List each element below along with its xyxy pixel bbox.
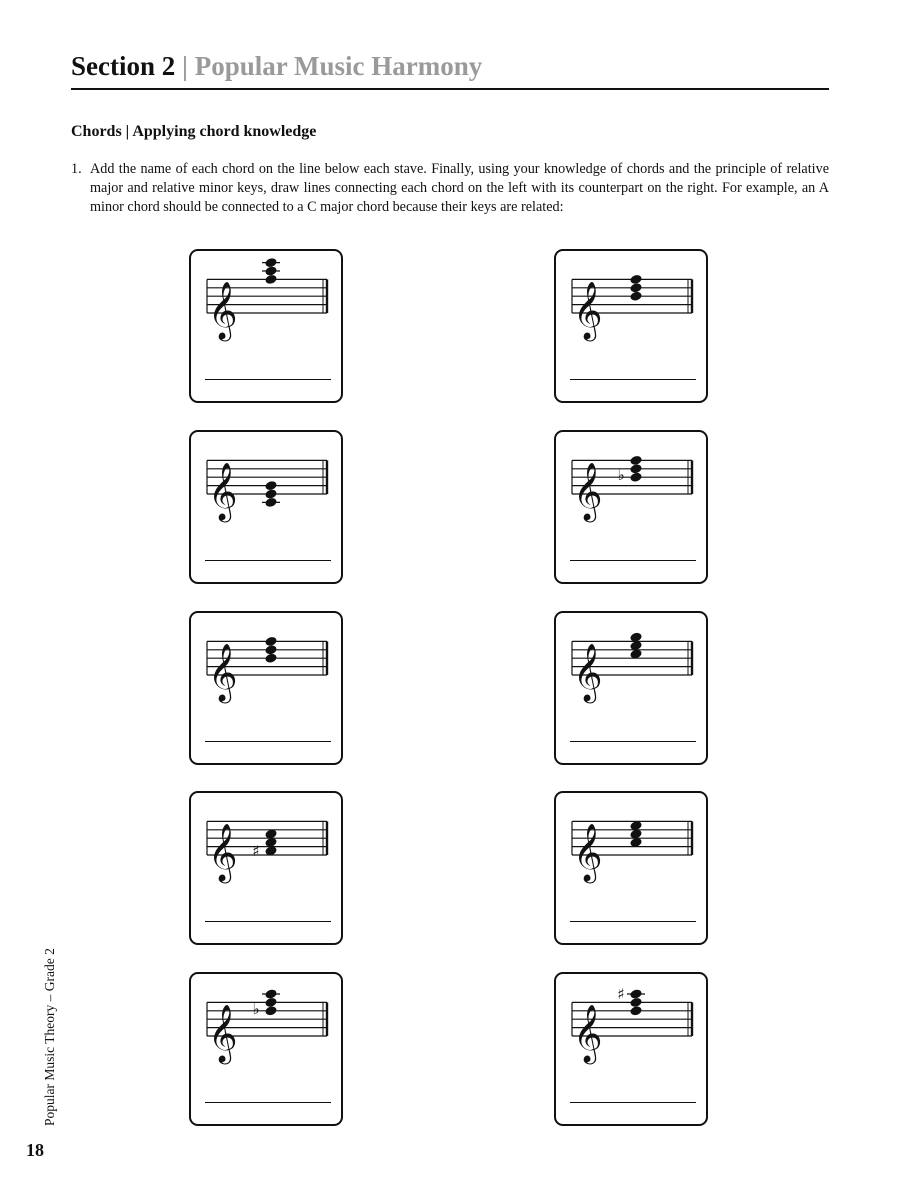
treble-clef-icon: 𝄞: [208, 462, 238, 520]
stave: [191, 613, 345, 767]
notehead: [629, 463, 642, 474]
treble-clef-icon: 𝄞: [573, 1004, 603, 1062]
section-label: Section 2: [71, 51, 176, 81]
page-number: 18: [26, 1140, 44, 1160]
notehead: [264, 480, 277, 491]
chord-card-left-1: [189, 249, 343, 403]
answer-line[interactable]: [570, 1102, 696, 1103]
notehead: [629, 291, 642, 302]
chord-card-right-1: [554, 249, 708, 403]
notehead: [264, 636, 277, 647]
section-title: [71, 50, 829, 82]
treble-clef-icon: 𝄞: [208, 823, 238, 881]
answer-line[interactable]: [570, 379, 696, 380]
notehead: [629, 997, 642, 1008]
chord-card-right-5: [554, 972, 708, 1126]
stave: [556, 974, 710, 1128]
treble-clef-icon: 𝄞: [573, 643, 603, 701]
sharp-icon: ♯: [252, 841, 260, 860]
treble-clef-icon: 𝄞: [573, 281, 603, 339]
chord-card-right-4: [554, 791, 708, 945]
title-separator: |: [182, 51, 188, 81]
answer-line[interactable]: [205, 1102, 331, 1103]
notehead: [264, 488, 277, 499]
instruction: [71, 160, 829, 217]
chord-card-right-2: [554, 430, 708, 584]
notehead: [264, 644, 277, 655]
treble-clef-icon: 𝄞: [573, 462, 603, 520]
notehead: [264, 653, 277, 664]
treble-clef-icon: 𝄞: [208, 1004, 238, 1062]
stave: [556, 793, 710, 947]
notehead: [629, 472, 642, 483]
stave: [556, 432, 710, 586]
answer-line[interactable]: [570, 560, 696, 561]
notehead: [264, 997, 277, 1008]
header-rule: [71, 88, 829, 90]
instruction-number: 1.: [71, 161, 82, 177]
flat-icon: ♭: [252, 999, 260, 1018]
page-header: [71, 50, 829, 82]
stave: [191, 432, 345, 586]
instruction-text: Add the name of each chord on the line below each stave. Finally, using your knowledge of chords and the principle of relative major and relative minor keys, draw lines connecting each chord on the left with its counterpart on the right. For example, an A minor chord should be connected to a C major chord because their keys are related:: [90, 161, 829, 215]
notehead: [264, 274, 277, 285]
answer-line[interactable]: [205, 921, 331, 922]
section-subtitle: Popular Music Harmony: [194, 51, 483, 81]
stave: [191, 251, 345, 405]
answer-line[interactable]: [570, 921, 696, 922]
notehead: [629, 455, 642, 466]
chord-card-left-5: [189, 972, 343, 1126]
exercise-heading: Chords | Applying chord knowledge: [71, 123, 317, 140]
stave: [191, 974, 345, 1128]
notehead: [629, 274, 642, 285]
answer-line[interactable]: [205, 560, 331, 561]
answer-line[interactable]: [205, 379, 331, 380]
notehead: [629, 1005, 642, 1016]
chord-card-right-3: [554, 611, 708, 765]
answer-line[interactable]: [205, 741, 331, 742]
sharp-icon: ♯: [617, 985, 625, 1003]
stave: [556, 251, 710, 405]
book-title-vertical: Popular Music Theory – Grade 2: [42, 948, 57, 1126]
notehead: [629, 282, 642, 293]
flat-icon: ♭: [617, 466, 625, 485]
stave: [191, 793, 345, 947]
notehead: [264, 1005, 277, 1016]
stave: [556, 613, 710, 767]
chord-card-left-2: [189, 430, 343, 584]
answer-line[interactable]: [570, 741, 696, 742]
treble-clef-icon: 𝄞: [208, 281, 238, 339]
treble-clef-icon: 𝄞: [208, 643, 238, 701]
chord-card-left-3: [189, 611, 343, 765]
chord-card-left-4: [189, 791, 343, 945]
treble-clef-icon: 𝄞: [573, 823, 603, 881]
